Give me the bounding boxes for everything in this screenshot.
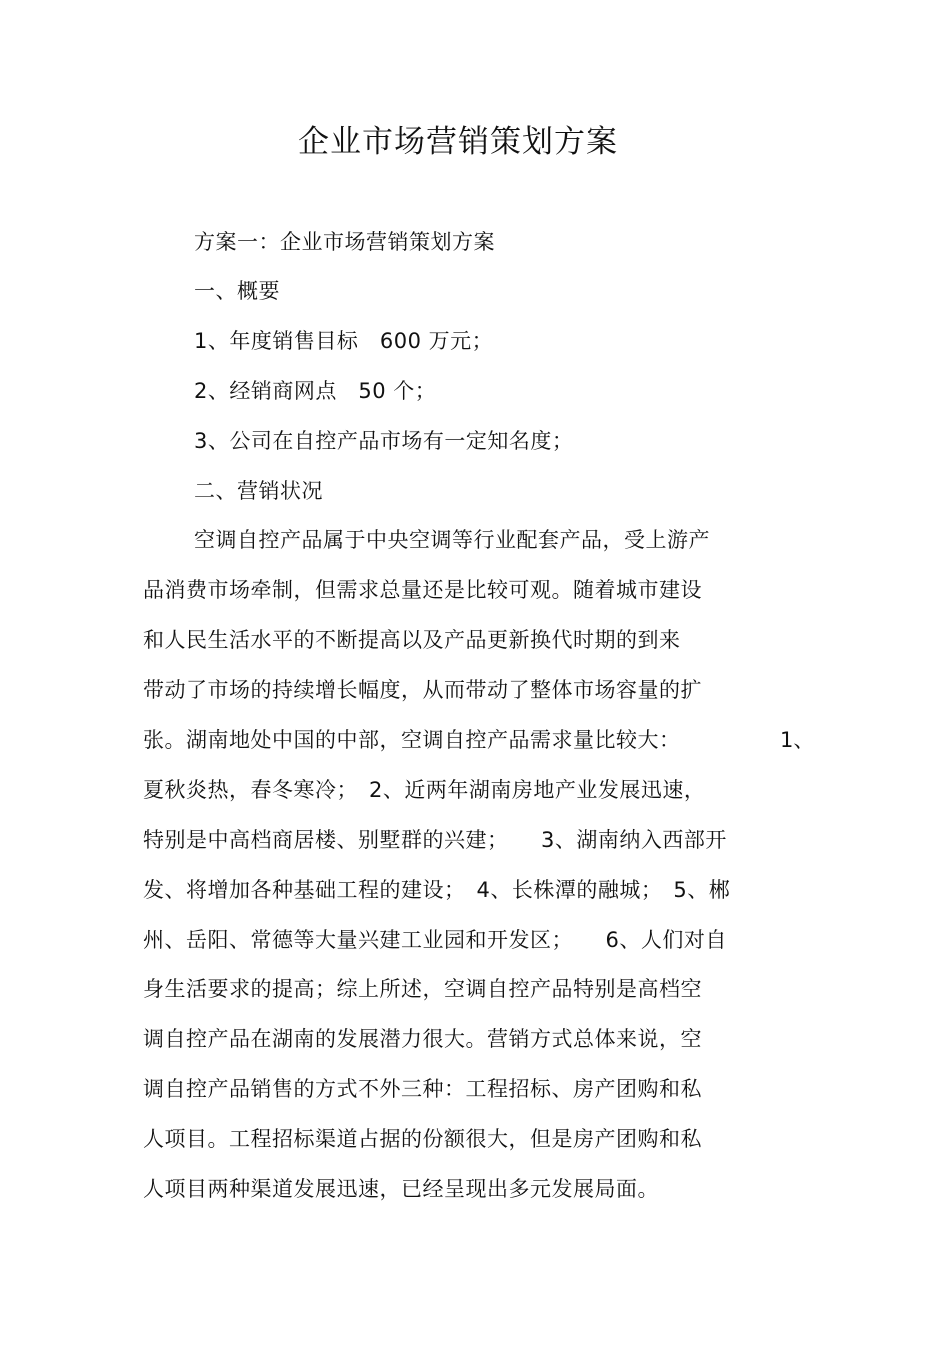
paragraph-line-7: 特别是中高档商居楼、别墅群的兴建； 3、湖南纳入西部开 bbox=[143, 828, 727, 852]
paragraph-line-14: 人项目两种渠道发展迅速，已经呈现出多元发展局面。 bbox=[143, 1177, 659, 1201]
paragraph-line-6: 夏秋炎热，春冬寒冷； 2、近两年湖南房地产业发展迅速， bbox=[143, 778, 706, 802]
section-heading-overview: 一、概要 bbox=[194, 279, 280, 303]
paragraph-line-2: 品消费市场牵制，但需求总量还是比较可观。随着城市建设 bbox=[143, 578, 702, 602]
summary-item-brand-awareness: 3、公司在自控产品市场有一定知名度； bbox=[194, 429, 574, 453]
paragraph-line-5-trailing-number: 1、 bbox=[780, 728, 815, 752]
paragraph-line-9: 州、岳阳、常德等大量兴建工业园和开发区； 6、人们对自 bbox=[143, 928, 727, 952]
paragraph-line-3: 和人民生活水平的不断提高以及产品更新换代时期的到来 bbox=[143, 628, 681, 652]
paragraph-line-1: 空调自控产品属于中央空调等行业配套产品，受上游产 bbox=[194, 528, 710, 552]
summary-item-sales-target: 1、年度销售目标 600 万元； bbox=[194, 329, 494, 353]
paragraph-line-11: 调自控产品在湖南的发展潜力很大。营销方式总体来说，空 bbox=[143, 1027, 702, 1051]
paragraph-line-12: 调自控产品销售的方式不外三种：工程招标、房产团购和私 bbox=[143, 1077, 702, 1101]
paragraph-line-4: 带动了市场的持续增长幅度，从而带动了整体市场容量的扩 bbox=[143, 678, 702, 702]
paragraph-line-5: 张。湖南地处中国的中部，空调自控产品需求量比较大： bbox=[143, 728, 681, 752]
section-heading-marketing-status: 二、营销状况 bbox=[194, 479, 323, 503]
document-title: 企业市场营销策划方案 bbox=[298, 124, 618, 160]
paragraph-line-10: 身生活要求的提高；综上所述，空调自控产品特别是高档空 bbox=[143, 977, 702, 1001]
paragraph-line-8: 发、将增加各种基础工程的建设； 4、长株潭的融城； 5、郴 bbox=[143, 878, 731, 902]
plan-heading: 方案一：企业市场营销策划方案 bbox=[194, 230, 495, 254]
summary-item-dealer-network: 2、经销商网点 50 个； bbox=[194, 379, 437, 403]
paragraph-line-13: 人项目。工程招标渠道占据的份额很大，但是房产团购和私 bbox=[143, 1127, 702, 1151]
